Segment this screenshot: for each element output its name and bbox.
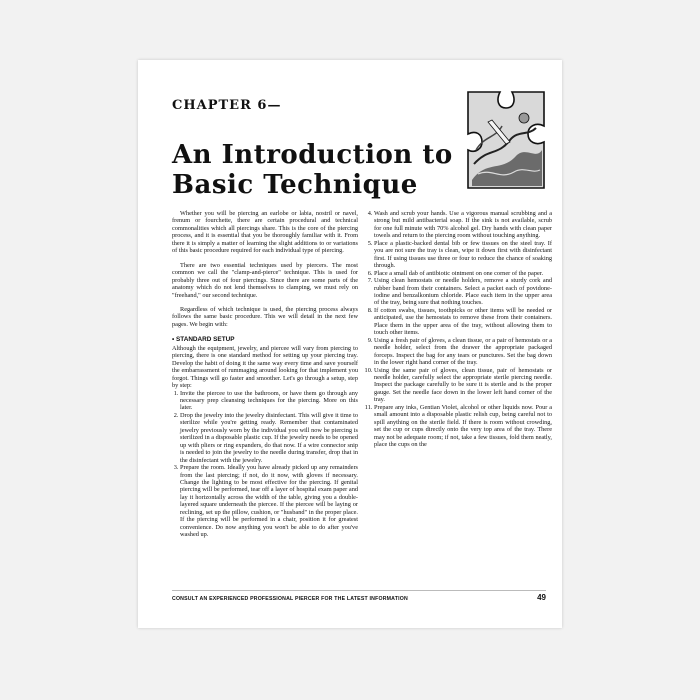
step-item: 5. Place a plastic-backed dental bib or few tissues on the steel tray. If you are not sure the tray is clean, wipe it down first with disinfectant first. If using tissues use three or four to reduce the chance of soaking through. xyxy=(374,240,552,270)
section-heading: • STANDARD SETUP xyxy=(172,336,235,344)
setup-paragraph: Although the equipment, jewelry, and piercee will vary from piercing to piercing, there is one standard method for setting up your piercing tray. Develop the habit of doing it the same way every time and save yourself the embarrassment of rummaging around looking for that implement you forgot. Things will go faster and smoother. Let's go through a setup, step by step: xyxy=(172,344,358,390)
footer-rule xyxy=(172,590,546,591)
step-item: 3. Prepare the room. Ideally you have already picked up any remainders from the last piercing; if not, do it now, with gloves if necessary. Change the lighting to be most effective for the piercing. If genital piercing will be performed, tear off a layer of hospital exam paper and lay it horizontally across the width of the table, giving you a double-layered square underneath the piercee. If the piercee will be laying or reclining, set up the pillow, cushion, or "husband" in the proper place. If the piercing will be performed in a chair, position it for greatest convenience. Do now anything you won't be able to do after you've washed up. xyxy=(180,464,358,539)
step-item: 6. Place a small dab of antibiotic ointment on one corner of the paper. xyxy=(374,270,552,277)
step-item: 4. Wash and scrub your hands. Use a vigorous manual scrubbing and a strong but mild antibacterial soap. If the sink is not available, scrub for one full minute with 70% alcohol gel. Dry hands with clean paper towels and return to the piercing room without touching anything. xyxy=(374,210,552,240)
step-item: 2. Drop the jewelry into the jewelry disinfectant. This will give it time to sterilize while you're getting ready. Remember that contaminated jewelry previously worn by the individual you will now be piercing is sterilized in a disposable plastic cup. If the jewelry needs to be opened up with pliers or ring expanders, do that now. If a wire connector snip is needed to join the jewelry to the needle during transfer, drop that in the disinfectant with the jewelry. xyxy=(180,412,358,464)
step-item: 11. Prepare any inks, Gentian Violet, alcohol or other liquids now. Pour a small amount into a disposable plastic relish cup, being careful not to spill anything on the sterile field. If there is room without crowding, set the cup or cups directly onto the very top area of the tray. There may not be adequate room; if not, take a few tissues, fold them neatly, place the cups on the xyxy=(374,404,552,449)
page-title xyxy=(172,140,453,200)
step-item: 1. Invite the piercee to use the bathroom, or have them go through any necessary prep cleansing techniques for the piercing. More on this later. xyxy=(180,390,358,412)
book-page xyxy=(138,60,562,628)
setup-steps-right xyxy=(366,210,552,449)
puzzle-piece-illustration xyxy=(462,90,550,190)
intro-paragraph-3: Regardless of which technique is used, the piercing process always follows the same basic procedure. This we will detail in the next few pages. We begin with: xyxy=(172,305,358,328)
intro-paragraph-1: Whether you will be piercing an earlobe or labia, nostril or navel, frenum or fourchette, there are certain procedural and technical commonalities which all piercings share. This is the core of the piercing process, and it is essential that you be thoroughly familiar with it. From there it is simply a matter of learning the slight additions to or variations of this basic procedure required for each individual type of piercing. xyxy=(172,210,358,255)
page-number: 49 xyxy=(537,593,546,602)
left-column xyxy=(172,210,358,539)
step-item: 8. If cotton swabs, tissues, toothpicks or other items will be needed or anticipated, use the hemostats to remove these from their containers. Place them in the upper area of the tray, without allowing them to touch other items. xyxy=(374,307,552,337)
right-column xyxy=(366,210,552,449)
step-item: 10. Using the same pair of gloves, clean tissue, pair of hemostats or needle holder, carefully select the appropriate sterile piercing needle. Inspect the package carefully to be sure it is sterile and is the proper gauge. Set the needle face down in the lower left hand corner of the tray. xyxy=(374,367,552,404)
page-footer: CONSULT AN EXPERIENCED PROFESSIONAL PIERCER FOR THE LATEST INFORMATION xyxy=(172,596,408,602)
step-item: 7. Using clean hemostats or needle holders, remove a sturdy cork and rubber band from their containers. Select a packet each of povidone-iodine and benzalkonium chloride. Place each item in the upper area of the tray, being sure that nothing touches. xyxy=(374,277,552,307)
setup-steps-left xyxy=(172,390,358,539)
chapter-heading: CHAPTER 6— xyxy=(172,98,282,113)
title-line-2: Basic Technique xyxy=(172,170,418,200)
intro-paragraph-2: There are two essential techniques used by piercers. The most common we call the "clamp-and-pierce" technique. This is used for probably three out of four piercings. Since there are some parts of the anatomy which do not lend themselves to clamping, we must rely on "freehand," our second technique. xyxy=(172,261,358,299)
step-item: 9. Using a fresh pair of gloves, a clean tissue, or a pair of hemostats or a needle holder, select from the drawer the appropriate packaged forceps. Inspect the bag for any tears or punctures. Set the bag down in the lower right hand corner of the tray. xyxy=(374,337,552,367)
title-line-1: An Introduction to xyxy=(172,140,453,170)
